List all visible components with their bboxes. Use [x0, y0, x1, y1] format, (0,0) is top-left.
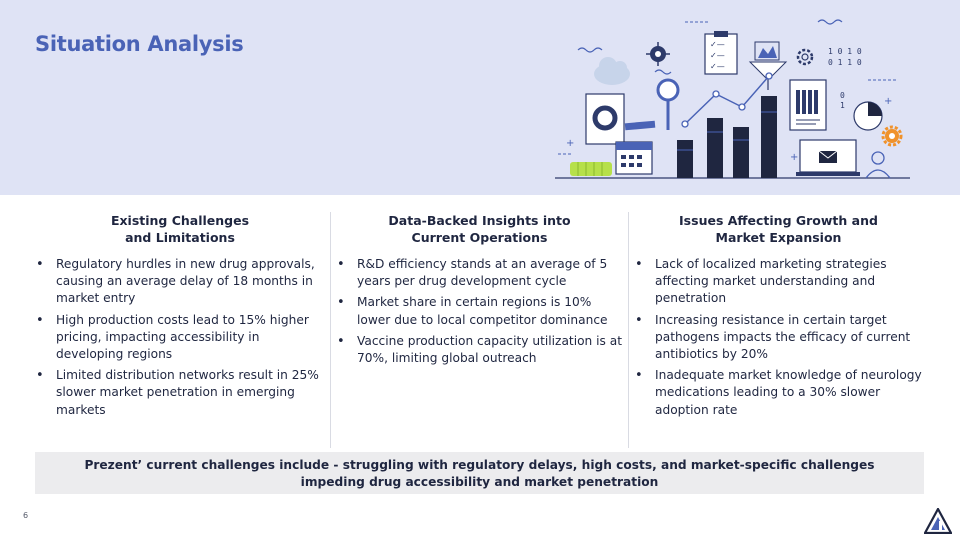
heading-line-2: Current Operations	[411, 230, 548, 245]
svg-text:1: 1	[840, 101, 845, 110]
bullet-item: • Vaccine production capacity utilization is at 70%, limiting global outreach	[357, 333, 622, 367]
heading-line-2: and Limitations	[125, 230, 235, 245]
heading-line-1: Issues Affecting Growth and	[679, 213, 878, 228]
column-growth-issues	[628, 212, 928, 448]
person-icon	[866, 152, 890, 178]
heading-line-1: Data-Backed Insights into	[388, 213, 571, 228]
svg-text:0: 0	[840, 91, 845, 100]
cloud-icon	[594, 57, 630, 85]
company-logo-icon	[924, 508, 952, 534]
calendar-icon	[616, 142, 652, 174]
column-heading	[331, 212, 628, 246]
clipboard-icon	[705, 31, 737, 74]
pie-chart-icon	[854, 102, 882, 130]
bullet-item: • Lack of localized marketing strategies affecting market understanding and penetration	[655, 256, 922, 308]
magnifier-icon	[658, 80, 678, 130]
laptop-mail-icon	[796, 140, 860, 176]
orange-gear-icon	[883, 127, 901, 145]
report-icon	[790, 80, 826, 130]
heading-line-2: Market Expansion	[715, 230, 842, 245]
bullet-item: • Increasing resistance in certain target pathogens impacts the efficacy of current antibiotics by 20%	[655, 312, 922, 364]
summary-box: Prezent’ current challenges include - struggling with regulatory delays, high costs, and market-specific challenges impeding drug accessibility and market penetration	[35, 452, 924, 494]
document-chart-icon	[586, 94, 624, 144]
svg-text:0 1 1 0: 0 1 1 0	[828, 58, 862, 67]
column-heading	[629, 212, 928, 246]
column-heading	[30, 212, 330, 246]
target-icon	[646, 42, 670, 66]
funnel-icon	[750, 42, 786, 90]
bullet-list	[30, 256, 330, 419]
bullet-item: • Regulatory hurdles in new drug approvals, causing an average delay of 18 months in market entry	[56, 256, 324, 308]
svg-text:+: +	[790, 152, 799, 163]
bullet-list	[331, 256, 628, 367]
svg-text:1 0 1 0: 1 0 1 0	[828, 47, 862, 56]
svg-text:+: +	[884, 96, 893, 107]
header-banner	[0, 0, 960, 195]
svg-text:✓—: ✓—	[710, 62, 725, 71]
column-existing-challenges	[30, 212, 330, 448]
svg-text:+: +	[566, 138, 575, 149]
svg-text:✓—: ✓—	[710, 40, 725, 49]
gear-icon	[798, 50, 812, 64]
column-data-backed-insights	[330, 212, 628, 448]
bullet-item: • Inadequate market knowledge of neurology medications leading to a 30% slower adoption rate	[655, 367, 922, 419]
analytics-illustration-icon	[550, 12, 920, 187]
page-number: 6	[23, 511, 29, 520]
bullet-list	[629, 256, 928, 419]
green-blocks-icon	[570, 162, 612, 176]
bullet-item: • Market share in certain regions is 10% lower due to local competitor dominance	[357, 294, 622, 328]
bullet-item: • High production costs lead to 15% higher pricing, impacting accessibility in developing regions	[56, 312, 324, 364]
heading-line-1: Existing Challenges	[110, 213, 250, 228]
slide-title: Situation Analysis	[35, 32, 244, 56]
bullet-item: • Limited distribution networks result in 25% slower market penetration in emerging markets	[56, 367, 324, 419]
bullet-item: • R&D efficiency stands at an average of 5 years per drug development cycle	[357, 256, 622, 290]
bar-chart-icon	[677, 73, 777, 178]
svg-text:✓—: ✓—	[710, 51, 725, 60]
